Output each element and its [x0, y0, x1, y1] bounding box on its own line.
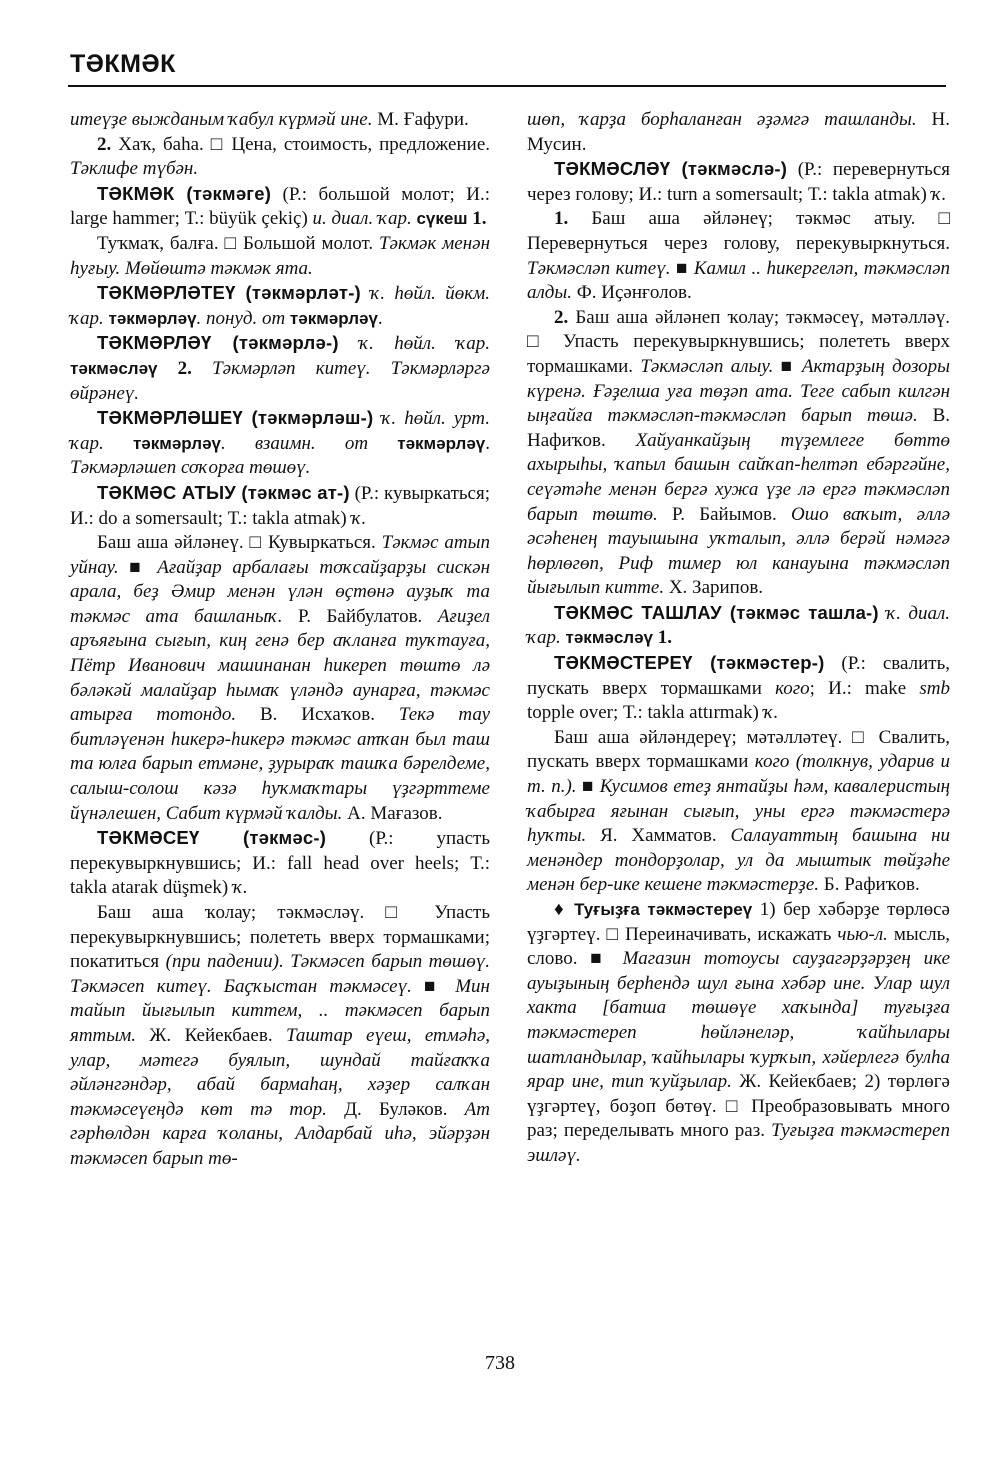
entry-paragraph: 2. Хаҡ, баһа. □ Цена, стоимость, предложение. Тәклифе түбән. [70, 133, 490, 180]
entry-paragraph: Баш аша ҡолау; тәкмәсләү. □ Упасть перекувыркнувшись; полететь вверх тормашками; покатиться (при падении). Тәкмәсеп барып төшөү. Тәкмәсеп китеү. Баҫҡыстан тәкмәсеү. ■ Мин тайып йығылып киттем, .. тәкмәсеп барып яттым. Ж. Кейекбаев. Таштар еүеш, етмәһә, улар, мәтегә буялып, шундай тайғаҡҡа әйләнгәндәр, абай бармаһаң, хәҙер салҡан тәкмәсеүеңдә көт тә тор. Д. Буләков. Ат гәрһөлдән карға ҡоланы, Алдарбай иһә, эйәрҙән тәкмәсеп барып тө- [70, 902, 490, 1169]
entry-paragraph: ТӘКМӘС АТЫУ (тәкмәс ат-) (Р.: кувыркаться; И.: do a somersault; Т.: takla atmak) ҡ. [70, 481, 490, 529]
entry-paragraph: Туҡмаҡ, балға. □ Большой молот. Тәкмәк менән һуғыу. Мөйөштә тәкмәк ята. [70, 232, 491, 279]
entry-paragraph: ТӘКМӘС ТАШЛАУ (тәкмәс ташла-) ҡ. диал. ҡар. тәкмәсләү 1. [527, 601, 950, 649]
entry-paragraph: Баш аша әйләндереү; мәтәлләтеү. □ Свалить, пускать вверх тормашками кого (толкнув, ударив и т. п.). ■ Кусимов етеҙ янтайҙы һәм, кавалеристың ҡабырға яғынан сығып, уны ергә тәкмәстерә һуҡты. Я. Хамматов. Салауаттың башына ни менәндер тондорҙолар, ул да мыштык төйҙәһе менән бер-ике кешене тәкмәстерҙе. Б. Рафиҡов. [527, 726, 950, 896]
entry-paragraph: шөп, ҡарҙа борһаланған әҙәмгә ташланды. Н. Мусин. [527, 109, 950, 155]
entry-paragraph: ♦ Туғыҙға тәкмәстереү 1) бер хәбәрҙе төрлөсә үҙгәртеү. □ Переиначивать, искажать чью-л. мысль, слово. ■ Магазин тотоусы сауҙагәрҙәрҙең ике ауыҙының берһендә шул ғына хәбәр ине. Улар шул хакта [батша төшөүе хаҡында] туғыҙға тәкмәстереп һөйләнеләр, ҡайһылары шатландылар, ҡайһылары ҡурҡып, хәйерлегә булһа ярар ине, тип ҡуйҙылар. Ж. Кейекбаев; 2) төрлөгә үҙгәртеү, боҙоп бөтөү. □ Преобразовывать много раз; переделывать много раз. Туғыҙға тәкмәстереп эшләү. [527, 899, 950, 1166]
page-number: 738 [485, 1352, 515, 1374]
entry-paragraph: ТӘКМӘРЛӘҮ (тәкмәрлә-) ҡ. һөйл. ҡар. тәкмәсләү 2. Тәкмәрләп китеү. Тәкмәрләргә өйрәнеү. [70, 332, 491, 404]
entry-paragraph: итеүҙе выжданым ҡабул күрмәй ине. М. Ғафури. [70, 109, 469, 130]
header-rule [68, 85, 946, 87]
entry-paragraph: ТӘКМӘРЛӘТЕҮ (тәкмәрләт-) ҡ. һөйл. йөкм. ҡар. тәкмәрләү. понуд. от тәкмәрләү. [70, 282, 490, 329]
entry-paragraph: 2. Баш аша әйләнеп ҡолау; тәкмәсеү, мәтәлләү. □ Упасть перекувыркнувшись; полететь вверх тормашками. Тәкмәсләп алыу. ■ Актарҙың дозоры күренә. Ғәҙелша уға төҙәп ата. Теге сабып килгән ыңғайға тәкмәсләп-тәкмәсләп барып төшә. В. Нафиҡов. Хайуанкайҙың түҙемлеге бөттө ахырыһы, ҡапыл башын сайҡап-һелтәп ебәргәйне, сеүәтәһе менән бергә хужа үҙе лә ергә тәкмәсләп барып төштө. Р. Байымов. Ошо ваҡыт, әллә әсәһенең тауышына уҡталып, әллә берәй нәмәгә һөрлөгөп, Риф тимер юл канауына тәкмәсләп йығылып китте. Х. Зарипов. [527, 306, 951, 599]
entry-paragraph: ТӘКМӘСТЕРЕҮ (тәкмәстер-) (Р.: свалить, пускать вверх тормашками кого; И.: make smb topple over; Т.: takla attırmak) ҡ. [527, 652, 950, 724]
running-head: ТӘКМӘК [70, 50, 176, 78]
entry-paragraph: ТӘКМӘК (тәкмәге) (Р.: большой молот; И.: large hammer; Т.: büyük çekiç) и. диал. ҡар. сүкеш 1. [70, 182, 490, 230]
entry-paragraph: ТӘКМӘСЛӘҮ (тәкмәслә-) (Р.: перевернуться через голову; И.: turn a somersault; Т.: takla atmak) ҡ. [527, 158, 951, 205]
entry-paragraph: ТӘКМӘРЛӘШЕҮ (тәкмәрләш-) ҡ. һөйл. урт. ҡар. тәкмәрләү. взаимн. от тәкмәрләү. Тәкмәрләшеп соҡорға төшөү. [70, 407, 491, 479]
entry-paragraph: Баш аша әйләнеү. □ Кувыркаться. Тәкмәс атып уйнау. ■ Ағайҙар арбалағы тоҡсайҙарҙы сискән арала, беҙ Әмир менән үлән өҫтөнә ауҙыҡ та тәкмәс ата башланыҡ. Р. Байбулатов. Ағиҙел аръяғына сығып, киң генә бер аҡланға туҡтауға, Пётр Иванович машинанан һикереп төштө лә бәләкәй малайҙар һымаҡ үләндә аунарға, тәкмәс атырға тотондо. В. Исхаҡов. Текә тау битләүенән һикерә-һикерә тәкмәс атҡан был таш та юлға барып етмәне, ҙурыраҡ ташҡа бәрелдеме, салыш-солош кәзә һуҡмаҡтары үҙгәрттеме йүнәлешен, Сабит күрмәй ҡалды. А. Мағазов. [70, 532, 491, 824]
left-column [70, 108, 490, 1172]
entry-paragraph: 1. Баш аша әйләнеү; тәкмәс атыу. □ Перевернуться через голову, перекувыркнуться. Тәкмәсләп китеү. ■ Камил .. һикергеләп, тәкмәсләп алды. Ф. Иҫәнғолов. [527, 208, 951, 304]
right-column [527, 108, 950, 1169]
entry-paragraph: ТӘКМӘСЕҮ (тәкмәс-) (Р.: упасть перекувыркнувшись; И.: fall head over heels; Т.: takla atarak düşmek) ҡ. [70, 827, 490, 899]
